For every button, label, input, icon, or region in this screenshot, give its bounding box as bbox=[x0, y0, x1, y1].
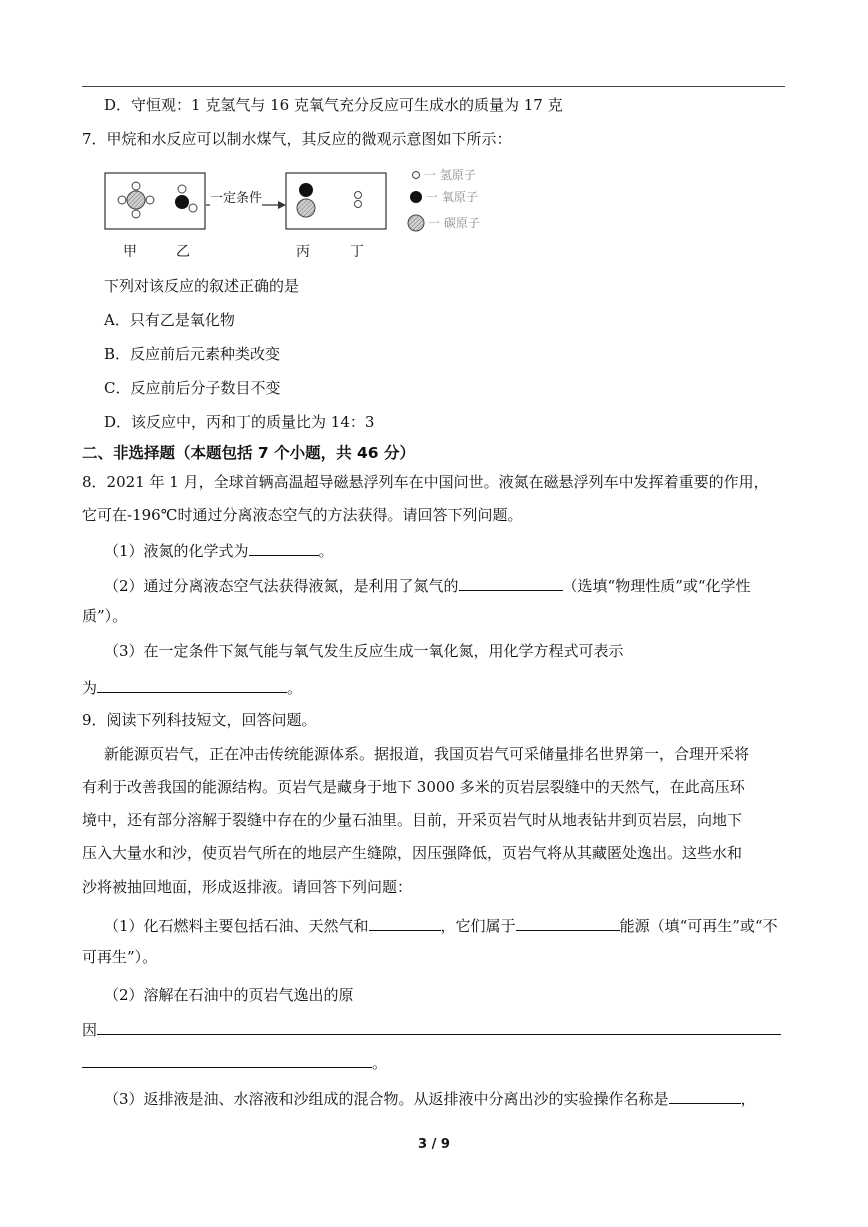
q9-stem: 9．阅读下列科技短文，回答问题。 bbox=[82, 711, 317, 729]
arrow-condition-label: 一定条件 bbox=[210, 187, 262, 206]
q8-stem-line1: 8．2021 年 1 月，全球首辆高温超导磁悬浮列车在中国问世。液氮在磁悬浮列车中发挥着重要的作用， bbox=[82, 473, 769, 491]
q8-part3-end: 。 bbox=[287, 679, 303, 697]
legend-oxygen-label: 一 氧原子 bbox=[426, 190, 478, 204]
q9-part1-text: （1）化石燃料主要包括石油、天然气和 bbox=[104, 917, 369, 935]
q9-part2-end: 。 bbox=[372, 1054, 388, 1072]
q9-part2 bbox=[82, 1018, 781, 1040]
q9-part1-mid: ，它们属于 bbox=[440, 917, 516, 935]
carbon-atom-icon bbox=[127, 191, 145, 209]
q8-part3-text: （3）在一定条件下氮气能与氧气发生反应生成一氧化氮，用化学方程式可表示 bbox=[104, 642, 624, 660]
hydrogen-atom-icon bbox=[132, 210, 140, 218]
q8-part1-text: （1）液氮的化学式为 bbox=[104, 542, 249, 560]
q9-part3-end: ， bbox=[740, 1090, 756, 1108]
hydrogen-atom-icon bbox=[132, 182, 140, 190]
molecule-diagram-svg bbox=[100, 165, 520, 245]
label-jia: 甲 bbox=[123, 244, 137, 260]
q9-part1-cont: 可再生”）。 bbox=[82, 948, 158, 966]
q7-question: 下列对该反应的叙述正确的是 bbox=[104, 277, 300, 295]
section-heading: 二、非选择题（本题包括 7 个小题，共 46 分） bbox=[82, 444, 415, 462]
q9-part1-blank2[interactable] bbox=[516, 914, 620, 931]
q8-part2-cont: 质”）。 bbox=[82, 607, 128, 625]
q9-part1-hint: 能源（填“可再生”或“不 bbox=[619, 917, 778, 935]
label-bing: 丙 bbox=[296, 244, 310, 260]
q8-part2-blank[interactable] bbox=[459, 574, 563, 591]
q9-part3 bbox=[104, 1087, 756, 1109]
q9-passage-line1: 新能源页岩气，正在冲击传统能源体系。据报道，我国页岩气可采储量排名世界第一，合理开采将 bbox=[104, 745, 750, 763]
legend-hydrogen-icon bbox=[413, 172, 420, 179]
arrow-head-icon bbox=[278, 201, 286, 209]
q8-stem-line2: 它可在-196℃时通过分离液态空气的方法获得。请回答下列问题。 bbox=[82, 506, 523, 524]
q8-part3-blank[interactable] bbox=[97, 676, 287, 693]
q8-part2-hint: （选填“物理性质”或“化学性 bbox=[562, 577, 751, 595]
hydrogen-atom-icon bbox=[146, 196, 154, 204]
q9-passage-line3: 境中，还有部分溶解于裂缝中存在的少量石油里。目前，开采页岩气时从地表钻井到页岩层，向地下 bbox=[82, 811, 743, 829]
q9-part2-prefix: 因 bbox=[82, 1021, 98, 1039]
q9-part2-text: （2）溶解在石油中的页岩气逸出的原 bbox=[104, 986, 354, 1004]
legend-hydrogen-label: 一 氢原子 bbox=[424, 168, 476, 182]
carbon-atom-icon bbox=[297, 199, 315, 217]
q9-part3-text: （3）返排液是油、水溶液和沙组成的混合物。从返排液中分离出沙的实验操作名称是 bbox=[104, 1090, 669, 1108]
q8-part1-end: 。 bbox=[318, 542, 334, 560]
q8-part1 bbox=[104, 539, 334, 561]
q9-part1 bbox=[104, 914, 778, 936]
q7-option-b: B．反应前后元素种类改变 bbox=[104, 345, 281, 363]
q8-part2 bbox=[104, 574, 751, 596]
legend-oxygen-icon bbox=[410, 191, 422, 203]
q9-part3-blank[interactable] bbox=[669, 1087, 741, 1104]
hydrogen-atom-icon bbox=[355, 201, 362, 208]
hydrogen-atom-icon bbox=[355, 192, 362, 199]
q9-part2-blank1[interactable] bbox=[97, 1018, 781, 1035]
header-rule bbox=[82, 86, 785, 87]
q9-passage-line4: 压入大量水和沙，使页岩气所在的地层产生缝隙，因压强降低，页岩气将从其藏匿处逸出。这些水和 bbox=[82, 844, 743, 862]
q9-part2-blank2[interactable] bbox=[82, 1051, 372, 1068]
q8-part2-text: （2）通过分离液态空气法获得液氮，是利用了氮气的 bbox=[104, 577, 459, 595]
q8-part3-prefix: 为 bbox=[82, 679, 98, 697]
q9-passage-line5: 沙将被抽回地面，形成返排液。请回答下列问题： bbox=[82, 878, 413, 896]
q7-option-c: C．反应前后分子数目不变 bbox=[104, 379, 281, 397]
hydrogen-atom-icon bbox=[118, 196, 126, 204]
q9-part2-line2 bbox=[82, 1051, 387, 1073]
reaction-diagram bbox=[100, 165, 520, 265]
q7-option-d: D．该反应中，丙和丁的质量比为 14：3 bbox=[104, 413, 375, 431]
hydrogen-atom-icon bbox=[178, 185, 186, 193]
page-number: 3 / 9 bbox=[418, 1137, 450, 1152]
label-ding: 丁 bbox=[350, 244, 364, 260]
legend-carbon-label: 一 碳原子 bbox=[428, 216, 480, 230]
legend-carbon-icon bbox=[408, 215, 424, 231]
oxygen-atom-icon bbox=[175, 195, 189, 209]
q7-option-a: A．只有乙是氧化物 bbox=[104, 311, 235, 329]
q9-part1-blank1[interactable] bbox=[369, 914, 441, 931]
q6-option-d: D．守恒观：1 克氢气与 16 克氧气充分反应可生成水的质量为 17 克 bbox=[104, 96, 563, 114]
q7-stem: 7．甲烷和水反应可以制水煤气，其反应的微观示意图如下所示： bbox=[82, 130, 512, 148]
q8-part3 bbox=[82, 676, 302, 698]
q9-passage-line2: 有利于改善我国的能源结构。页岩气是藏身于地下 3000 多米的页岩层裂缝中的天然气，在此高压环 bbox=[82, 778, 745, 796]
label-yi: 乙 bbox=[176, 244, 190, 260]
oxygen-atom-icon bbox=[299, 183, 313, 197]
hydrogen-atom-icon bbox=[189, 204, 197, 212]
q8-part1-blank[interactable] bbox=[249, 539, 319, 556]
